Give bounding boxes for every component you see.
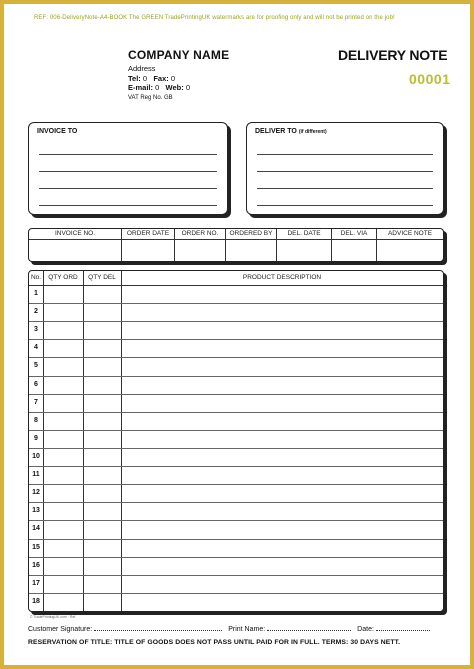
company-address-block: [128, 64, 190, 93]
tel-value: 0: [142, 73, 148, 83]
row-number: 12: [32, 489, 40, 497]
tel-fax-line: [128, 74, 190, 84]
table-row[interactable]: [29, 502, 443, 520]
order-field[interactable]: [332, 239, 376, 261]
customer-signature-label: Customer Signature:: [28, 626, 93, 633]
web-label: Web:: [165, 83, 184, 92]
items-header-cell: QTY DEL: [88, 274, 116, 281]
address-label: Address: [128, 64, 156, 73]
row-number: 9: [34, 434, 38, 442]
order-field[interactable]: [122, 239, 174, 261]
email-web-line: [128, 83, 190, 93]
document-number: 00001: [409, 71, 451, 87]
web-value: 0: [185, 83, 191, 92]
signature-line: [28, 626, 430, 633]
row-number: 18: [32, 597, 40, 605]
items-table: [28, 270, 444, 612]
deliver-to-line[interactable]: [257, 154, 433, 155]
row-number: 11: [32, 471, 40, 479]
row-number: 14: [32, 525, 40, 533]
print-name-label: Print Name:: [228, 626, 266, 633]
row-number: 13: [32, 507, 40, 515]
proof-note: REF: 006-DeliveryNote-A4-BOOK The GREEN TradePrintingUK watermarks are for proofing only and will not be printed on the job!: [34, 15, 395, 21]
order-field[interactable]: [226, 239, 276, 261]
deliver-to-sublabel: (if different): [298, 129, 327, 135]
table-row[interactable]: [29, 303, 443, 321]
invoice-to-label: INVOICE TO: [37, 128, 78, 135]
deliver-to-label: DELIVER TO: [255, 128, 297, 135]
table-row[interactable]: [29, 484, 443, 502]
row-number: 16: [32, 561, 40, 569]
items-header-cell: No.: [30, 274, 42, 281]
order-header-cell: DEL. VIA: [332, 229, 377, 239]
table-row[interactable]: [29, 466, 443, 484]
row-number: 1: [34, 290, 38, 297]
order-header-cell: DEL. DATE: [277, 229, 332, 239]
vat-number: VAT Reg No. GB: [128, 95, 173, 101]
order-header-cell: ORDERED BY: [226, 229, 277, 239]
deliver-to-line[interactable]: [257, 188, 433, 189]
table-row[interactable]: [29, 321, 443, 339]
company-name: COMPANY NAME: [128, 48, 230, 62]
deliver-to-line[interactable]: [257, 171, 433, 172]
table-row[interactable]: [29, 557, 443, 575]
table-row[interactable]: [29, 593, 443, 611]
invoice-to-line[interactable]: [39, 188, 217, 189]
invoice-to-box: [28, 122, 228, 215]
invoice-to-line[interactable]: [39, 171, 217, 172]
row-number: 6: [34, 380, 38, 388]
row-number: 3: [34, 326, 38, 334]
table-row[interactable]: [29, 539, 443, 557]
document-title: DELIVERY NOTE: [338, 47, 448, 63]
order-field[interactable]: [277, 239, 331, 261]
order-field[interactable]: [175, 239, 225, 261]
table-row[interactable]: [29, 285, 443, 303]
table-row[interactable]: [29, 430, 443, 448]
fax-label: Fax:: [153, 73, 169, 83]
order-details-row: [29, 239, 443, 261]
table-row[interactable]: [29, 357, 443, 375]
order-header-cell: INVOICE NO.: [29, 229, 122, 239]
date-label: Date:: [357, 626, 374, 633]
table-row[interactable]: [29, 376, 443, 394]
items-header-cell: PRODUCT DESCRIPTION: [242, 274, 322, 281]
items-table-grid: [29, 271, 443, 611]
email-value: 0: [155, 83, 160, 92]
row-number: 17: [32, 579, 40, 587]
order-field[interactable]: [29, 239, 121, 261]
order-field[interactable]: [377, 239, 443, 261]
order-header-cell: ORDER DATE: [122, 229, 175, 239]
table-row[interactable]: [29, 394, 443, 412]
table-row[interactable]: [29, 575, 443, 593]
reservation-of-title: RESERVATION OF TITLE: TITLE OF GOODS DOES NOT PASS UNTIL PAID FOR IN FULL. TERMS: 30 DAYS NETT.: [28, 639, 401, 646]
order-header-cell: ADVICE NOTE: [387, 230, 433, 237]
tel-label: Tel:: [128, 73, 141, 83]
fax-value: 0: [170, 73, 175, 83]
row-number: 2: [34, 308, 38, 316]
print-name-field[interactable]: [267, 630, 351, 631]
row-number: 10: [32, 453, 40, 460]
items-header-cell: QTY ORD: [48, 274, 78, 281]
table-row[interactable]: [29, 339, 443, 357]
order-header-cell: ORDER NO.: [175, 229, 226, 239]
row-number: 7: [34, 398, 38, 406]
deliver-to-label-wrap: [255, 128, 327, 135]
deliver-to-box: [246, 122, 444, 215]
invoice-to-line[interactable]: [39, 205, 217, 206]
table-row[interactable]: [29, 520, 443, 538]
table-row[interactable]: [29, 412, 443, 430]
deliver-to-line[interactable]: [257, 205, 433, 206]
row-number: 5: [34, 362, 38, 370]
invoice-to-line[interactable]: [39, 154, 217, 155]
row-number: 8: [34, 416, 38, 424]
row-number: 4: [34, 344, 38, 352]
order-details-table: [28, 228, 444, 262]
date-field[interactable]: [376, 630, 430, 631]
email-label: E-mail:: [128, 83, 154, 92]
row-number: 15: [32, 543, 40, 551]
table-row[interactable]: [29, 448, 443, 466]
customer-signature-field[interactable]: [94, 630, 222, 631]
small-print: © TradePrintingUK.com · Ref: [30, 615, 76, 619]
